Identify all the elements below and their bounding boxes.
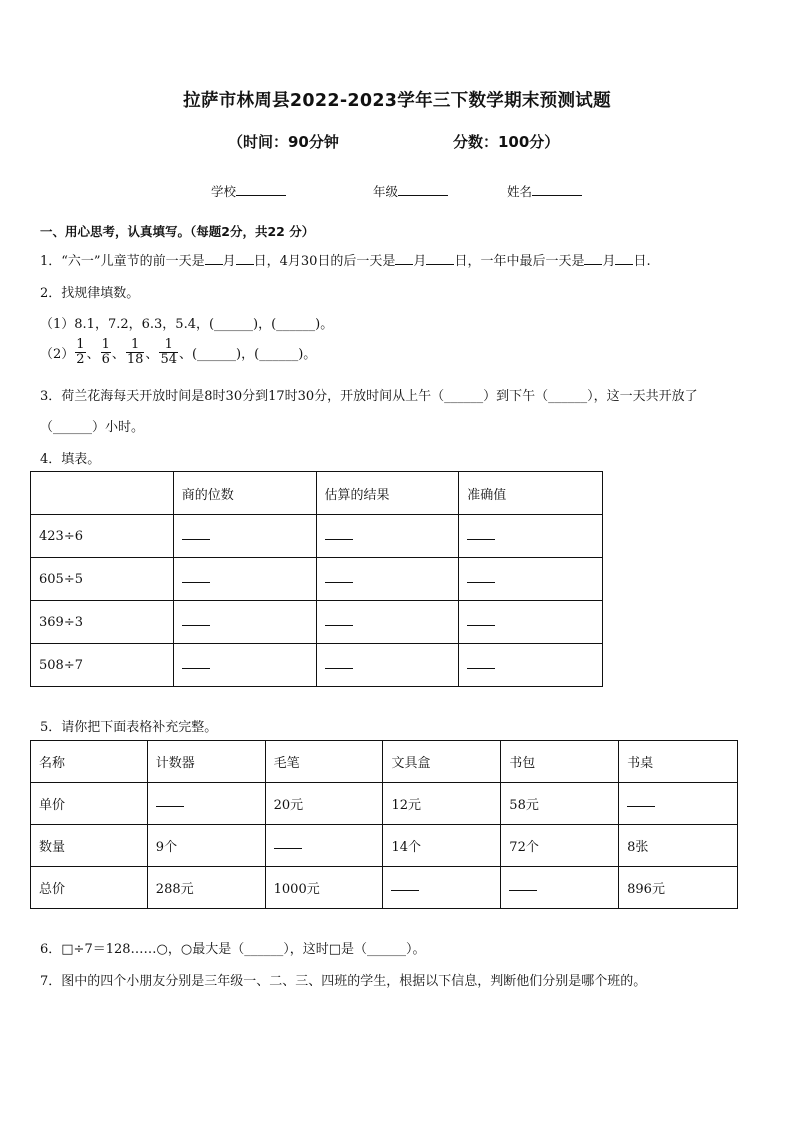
fraction-4-num: 1 (159, 338, 178, 353)
division-table (30, 471, 603, 687)
answer-blank[interactable] (627, 796, 655, 807)
fraction-2 (101, 338, 111, 367)
q2-line2-prefix: （2） (40, 347, 75, 362)
table-cell: 1000元 (265, 867, 383, 909)
answer-blank[interactable] (391, 880, 419, 891)
q1-text-5: 日，一年中最后一天是 (454, 254, 585, 269)
table-cell: 书包 (501, 741, 619, 783)
fraction-3-num: 1 (126, 338, 145, 353)
table-row (31, 558, 603, 601)
fraction-sep: 、 (86, 347, 100, 362)
table-row-label: 605÷5 (31, 558, 174, 601)
exam-time: （时间：90分钟 (228, 133, 339, 151)
name-label: 姓名 (507, 184, 533, 199)
name-field[interactable] (507, 182, 582, 200)
answer-cell[interactable] (316, 558, 459, 601)
q1-blank-5[interactable] (584, 263, 602, 265)
answer-cell[interactable] (459, 601, 603, 644)
answer-cell[interactable] (459, 515, 603, 558)
grade-field[interactable] (373, 182, 448, 200)
price-table (30, 740, 738, 909)
answer-blank[interactable] (182, 658, 210, 669)
table-header-cell: 准确值 (459, 472, 603, 515)
answer-cell[interactable] (173, 558, 316, 601)
answer-blank[interactable] (325, 615, 353, 626)
table-header-row (31, 472, 603, 515)
fraction-4 (159, 338, 178, 367)
table-cell: 总价 (31, 867, 148, 909)
fraction-1-num: 1 (76, 337, 85, 352)
table-row-label: 369÷3 (31, 601, 174, 644)
question-2-title: 2．找规律填数。 (40, 286, 140, 301)
question-4-title: 4．填表。 (40, 452, 101, 467)
table-cell: 9个 (147, 825, 265, 867)
q2-line2-suffix: 、(______)，(______)。 (178, 347, 317, 362)
table-cell: 20元 (265, 783, 383, 825)
table-cell: 书桌 (619, 741, 738, 783)
table-row (31, 867, 738, 909)
section-1-heading: 一、用心思考，认真填写。（每题2分，共22 分） (40, 224, 315, 239)
question-3-line-2: （______）小时。 (40, 420, 145, 435)
fraction-3-den: 18 (126, 352, 144, 367)
question-2-line-2 (40, 338, 316, 367)
school-field[interactable] (211, 182, 286, 200)
answer-blank[interactable] (325, 529, 353, 540)
question-7: 7．图中的四个小朋友分别是三年级一、二、三、四班的学生，根据以下信息，判断他们分别是哪个班的。 (40, 974, 647, 989)
table-row (31, 783, 738, 825)
table-cell: 文具盒 (383, 741, 501, 783)
q1-blank-3[interactable] (395, 263, 413, 265)
answer-cell[interactable] (316, 601, 459, 644)
fraction-2-den: 6 (101, 352, 110, 367)
table-cell: 288元 (147, 867, 265, 909)
answer-blank[interactable] (274, 838, 302, 849)
grade-blank[interactable] (398, 194, 448, 196)
answer-blank[interactable] (182, 572, 210, 583)
q1-text-1: 1．“六一”儿童节的前一天是 (40, 254, 205, 269)
grade-label: 年级 (373, 184, 399, 199)
q1-blank-2[interactable] (236, 263, 254, 265)
fraction-3 (126, 338, 145, 367)
question-3-line-1: 3．荷兰花海每天开放时间是8时30分到17时30分，开放时间从上午（______）到下午（______），这一天共开放了 (40, 389, 698, 404)
answer-blank[interactable] (182, 529, 210, 540)
table-header-cell: 商的位数 (173, 472, 316, 515)
table-row-label: 508÷7 (31, 644, 174, 687)
answer-cell[interactable] (619, 783, 738, 825)
table-header-cell: 估算的结果 (316, 472, 459, 515)
q1-blank-6[interactable] (615, 263, 633, 265)
answer-cell[interactable] (459, 644, 603, 687)
question-2-line-1: （1）8.1，7.2，6.3，5.4，(______)，(______)。 (40, 317, 334, 332)
question-5-title: 5．请你把下面表格补充完整。 (40, 720, 218, 735)
fraction-4-den: 54 (160, 352, 177, 367)
school-label: 学校 (211, 184, 237, 199)
answer-blank[interactable] (325, 572, 353, 583)
fraction-sep: 、 (111, 347, 125, 362)
answer-blank[interactable] (467, 658, 495, 669)
answer-cell[interactable] (147, 783, 265, 825)
fraction-2-num: 1 (101, 337, 110, 352)
fraction-1-den: 2 (76, 352, 85, 367)
answer-blank[interactable] (325, 658, 353, 669)
name-blank[interactable] (532, 194, 582, 196)
q1-blank-1[interactable] (205, 263, 223, 265)
q1-text-7: 日. (633, 254, 651, 269)
answer-blank[interactable] (467, 615, 495, 626)
table-cell: 单价 (31, 783, 148, 825)
answer-blank[interactable] (509, 880, 537, 891)
answer-blank[interactable] (467, 572, 495, 583)
table-row (31, 644, 603, 687)
table-cell: 毛笔 (265, 741, 383, 783)
answer-blank[interactable] (182, 615, 210, 626)
q1-text-6: 月 (602, 254, 616, 269)
q1-blank-4[interactable] (426, 263, 454, 265)
answer-cell[interactable] (265, 825, 383, 867)
answer-cell[interactable] (459, 558, 603, 601)
q1-text-2: 月 (222, 254, 236, 269)
page-title: 拉萨市林周县2022-2023学年三下数学期末预测试题 (183, 91, 611, 111)
question-1 (40, 250, 651, 269)
table-cell: 数量 (31, 825, 148, 867)
answer-cell[interactable] (173, 601, 316, 644)
answer-cell[interactable] (501, 867, 619, 909)
answer-blank[interactable] (156, 796, 184, 807)
table-cell: 计数器 (147, 741, 265, 783)
table-cell: 12元 (383, 783, 501, 825)
answer-cell[interactable] (316, 515, 459, 558)
table-cell: 58元 (501, 783, 619, 825)
table-cell: 896元 (619, 867, 738, 909)
table-row (31, 601, 603, 644)
answer-blank[interactable] (467, 529, 495, 540)
question-6: 6．□÷7＝128……○，○最大是（______），这时□是（______）。 (40, 942, 426, 957)
table-row (31, 515, 603, 558)
table-cell: 72个 (501, 825, 619, 867)
answer-cell[interactable] (173, 515, 316, 558)
exam-score: 分数：100分） (453, 133, 560, 151)
table-cell: 14个 (383, 825, 501, 867)
answer-cell[interactable] (173, 644, 316, 687)
answer-cell[interactable] (316, 644, 459, 687)
fraction-sep: 、 (145, 347, 159, 362)
table-header-row (31, 741, 738, 783)
table-cell: 名称 (31, 741, 148, 783)
q1-text-3: 日，4月30日的后一天是 (253, 254, 396, 269)
q1-text-4: 月 (413, 254, 427, 269)
table-row (31, 825, 738, 867)
table-cell: 8张 (619, 825, 738, 867)
answer-cell[interactable] (383, 867, 501, 909)
fraction-1 (75, 338, 85, 367)
table-header-cell (31, 472, 174, 515)
school-blank[interactable] (236, 194, 286, 196)
table-row-label: 423÷6 (31, 515, 174, 558)
